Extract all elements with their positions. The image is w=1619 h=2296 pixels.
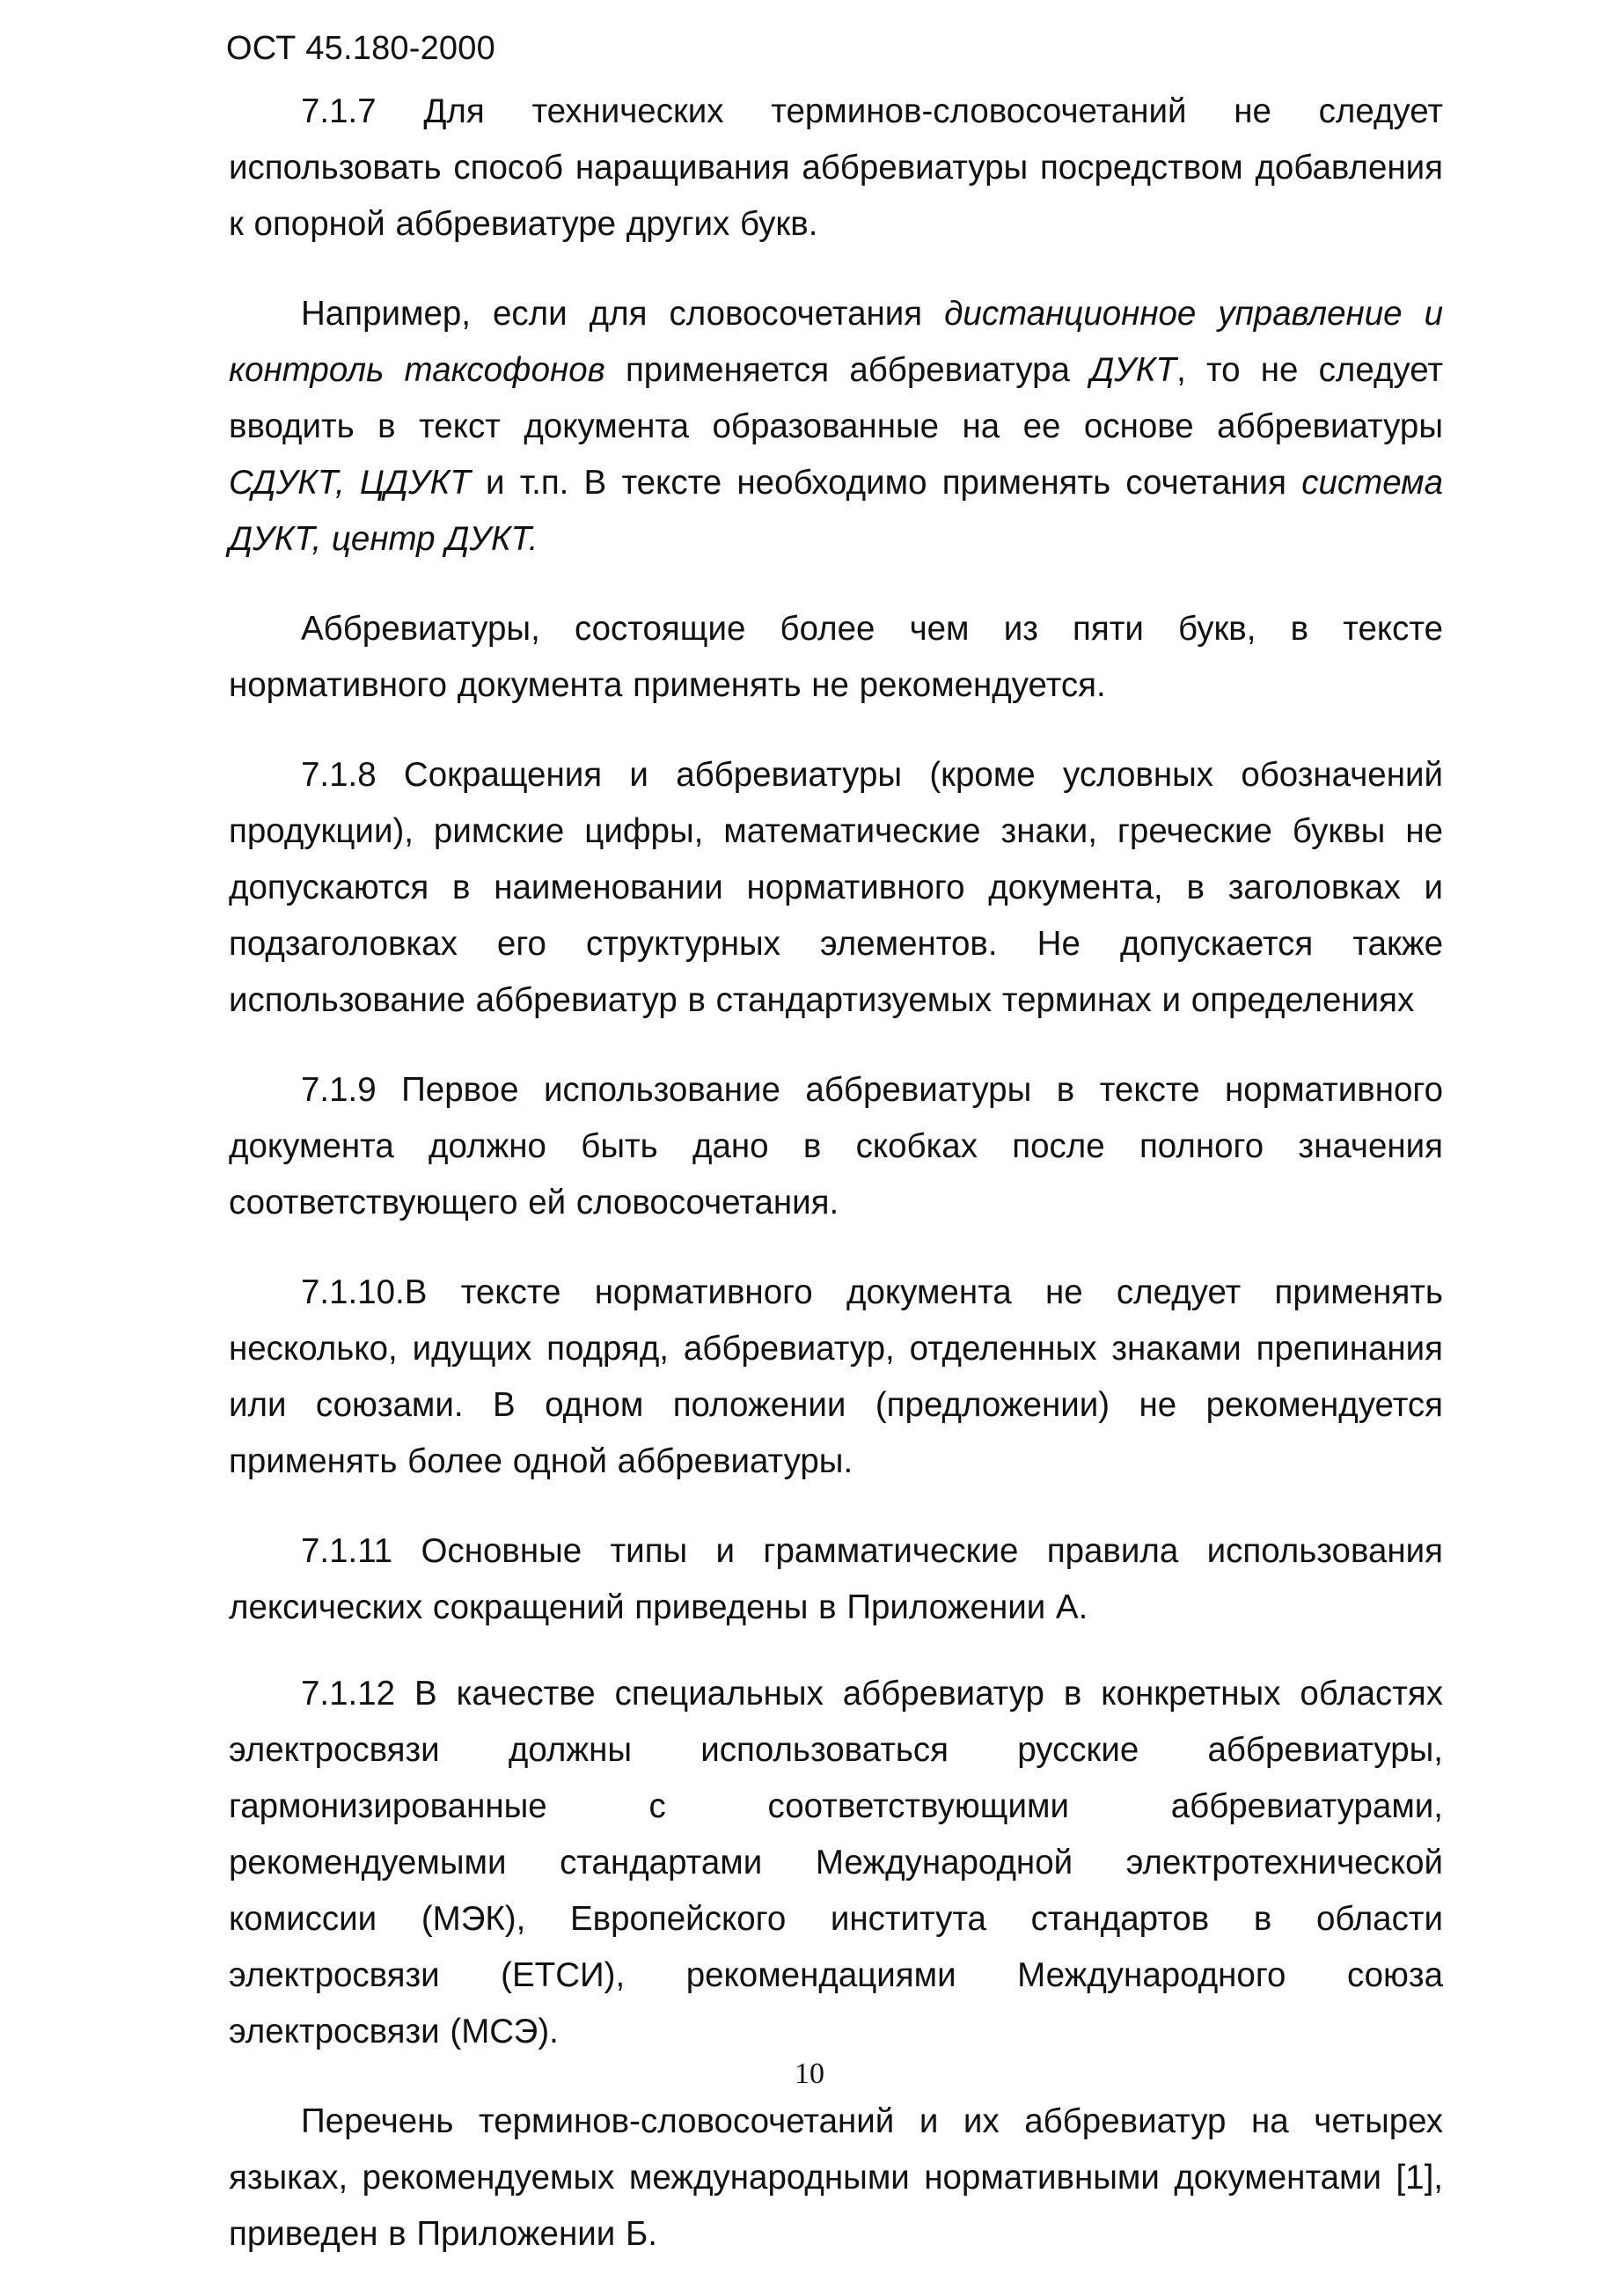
example-text-4: и т.п. В тексте необходимо применять сочетания [470,464,1302,502]
paragraph-7-1-7: 7.1.7 Для технических терминов-словосочетаний не следует использовать способ наращивания аббревиатуры посредством добавления к опорной аббревиатуре других букв. [229,92,1443,243]
example-italic-derived-abbr: СДУКТ, ЦДУКТ [229,464,471,502]
paragraph-appendix-b-reference: Перечень терминов-словосочетаний и их аббревиатур на четырех языках, рекомендуемых международными нормативными документами [1], приведен в Приложении Б. [229,2102,1443,2253]
example-text-1: Например, если для словосочетания [301,295,945,333]
example-text-2: применяется аббревиатура [604,351,1091,389]
paragraph-7-1-8: 7.1.8 Сокращения и аббревиатуры (кроме условных обозначений продукции), римские цифры, математические знаки, греческие буквы не допускаются в наименовании нормативного документа, в заголовках и подзаголовках его структурных элементов. Не допускается также использование аббревиатур в стандартизуемых терминах и определениях [229,756,1443,1019]
paragraph-7-1-10: 7.1.10.В тексте нормативного документа не следует применять несколько, идущих подряд, аббревиатур, отделенных знаками препинания или союзами. В одном положении (предложении) не рекомендуется применять более одной аббревиатуры. [229,1273,1443,1480]
paragraph-7-1-11: 7.1.11 Основные типы и грамматические правила использования лексических сокращений приведены в Приложении А. [229,1532,1443,1626]
paragraph-example [229,286,1443,568]
paragraph-five-letters: Аббревиатуры, состоящие более чем из пяти букв, в тексте нормативного документа применять не рекомендуется. [229,610,1443,704]
paragraph-7-1-9: 7.1.9 Первое использование аббревиатуры в тексте нормативного документа должно быть дано в скобках после полного значения соответствующего ей словосочетания. [229,1071,1443,1221]
page-number: 10 [795,2058,824,2090]
paragraph-7-1-12: 7.1.12 В качестве специальных аббревиатур в конкретных областях электросвязи должны использоваться русские аббревиатуры, гармонизированные с соответствующими аббревиатурами, рекомендуемыми стандартами Международной электротехнической комиссии (МЭК), Европейского института стандартов в области электросвязи (ЕТСИ), рекомендациями Международного союза электросвязи (МСЭ). [229,1675,1443,2050]
example-italic-phrase: дистанционное управление и контроль таксофонов [229,295,1444,389]
example-italic-combinations: система ДУКТ, центр ДУКТ. [229,464,1443,558]
example-italic-abbr: ДУКТ [1090,351,1177,389]
example-text-3: , то не следует вводить в текст документа образованные на ее основе аббревиатуры [229,351,1443,445]
document-code-header: ОСТ 45.180-2000 [226,30,495,67]
document-body [229,84,1443,2296]
